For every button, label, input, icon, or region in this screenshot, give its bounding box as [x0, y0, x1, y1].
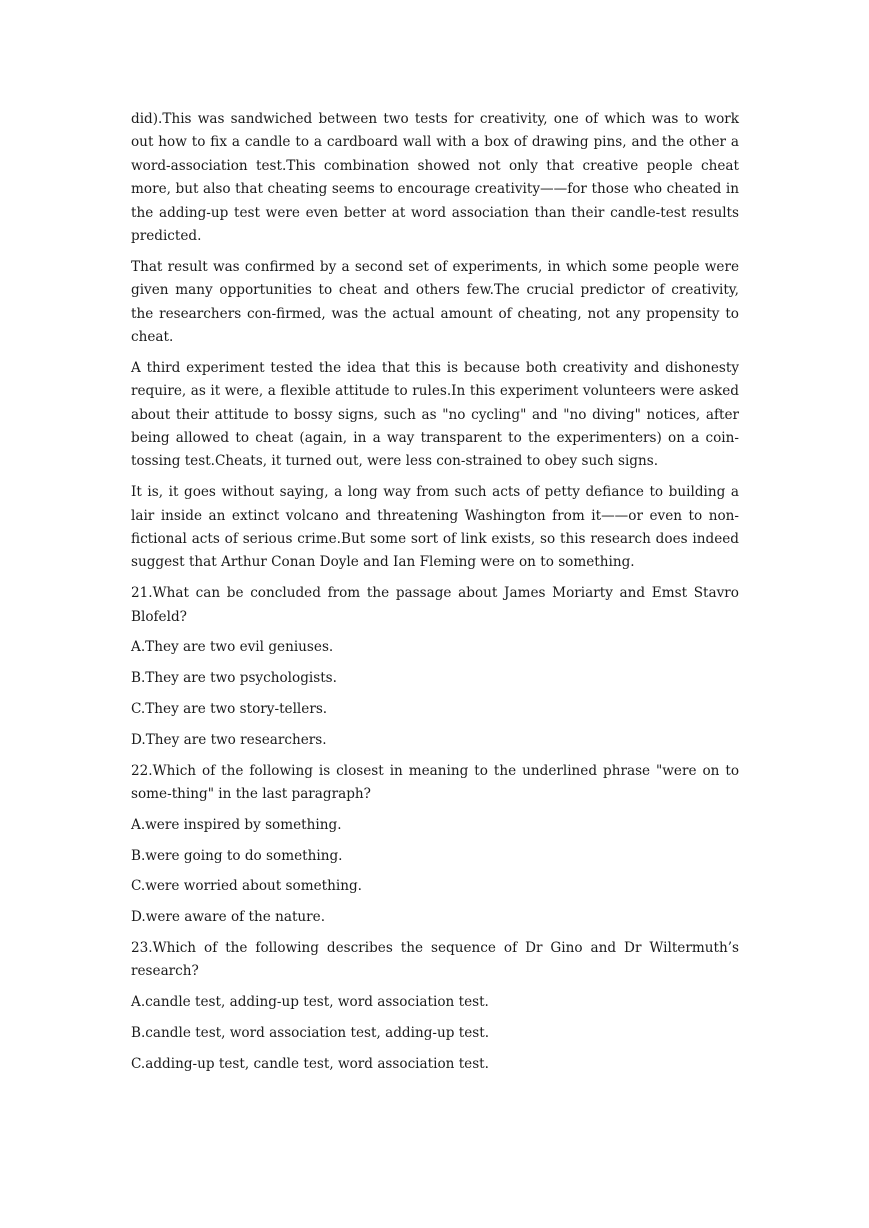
option-a: A.were inspired by something. — [131, 816, 342, 833]
option-d: D.were aware of the nature. — [131, 909, 326, 926]
option-c: C.adding-up test, candle test, word association test. — [131, 1055, 489, 1072]
question-stem: 21.What can be concluded from the passage about James Moriarty and Emst Stavro Blofeld? — [131, 585, 739, 625]
question-stem: 22.Which of the following is closest in meaning to the underlined phrase "were on to some-thing" in the last paragraph? — [131, 762, 739, 803]
option-d: D.They are two researchers. — [131, 731, 327, 748]
question-23 — [131, 937, 739, 1076]
question-stem: 23.Which of the following describes the sequence of Dr Gino and Dr Wiltermuth’s research? — [131, 940, 739, 980]
question-21 — [131, 582, 739, 752]
option-c: C.They are two story-tellers. — [131, 701, 328, 718]
option-b: B.candle test, word association test, adding-up test. — [131, 1025, 490, 1042]
option-c: C.were worried about something. — [131, 878, 362, 895]
passage-paragraph: did).This was sandwiched between two tests for creativity, one of which was to work out how to fix a candle to a cardboard wall with a box of drawing pins, and the other a word-association test.This combination showed not only that creative people cheat more, but also that cheating seems to encourage creativity——for those who cheated in the adding-up test were even better at word association than their candle-test results predicted. — [131, 111, 739, 245]
passage-paragraph: It is, it goes without saying, a long way from such acts of petty defiance to building a lair inside an extinct volcano and threatening Washington from it——or even to non-fictional acts of serious crime.But some sort of link exists, so this research does indeed suggest that Arthur Conan Doyle and Ian Fleming were on to something. — [131, 484, 739, 571]
option-a: A.candle test, adding-up test, word association test. — [131, 994, 489, 1011]
passage-paragraph: That result was confirmed by a second set of experiments, in which some people were given many opportunities to cheat and others few.The crucial predictor of creativity, the researchers con-firmed, was the actual amount of cheating, not any propensity to cheat. — [131, 258, 739, 346]
passage-paragraph: A third experiment tested the idea that this is because both creativity and dishonesty require, as it were, a flexible attitude to rules.In this experiment volunteers were asked about their attitude to bossy signs, such as "no cycling" and "no diving" notices, after being allowed to cheat (again, in a way transparent to the experimenters) on a coin-tossing test.Cheats, it turned out, were less con-strained to obey such signs. — [131, 359, 739, 470]
question-22 — [131, 760, 739, 930]
option-b: B.were going to do something. — [131, 847, 343, 864]
option-b: B.They are two psychologists. — [131, 670, 337, 687]
option-a: A.They are two evil geniuses. — [131, 639, 334, 656]
